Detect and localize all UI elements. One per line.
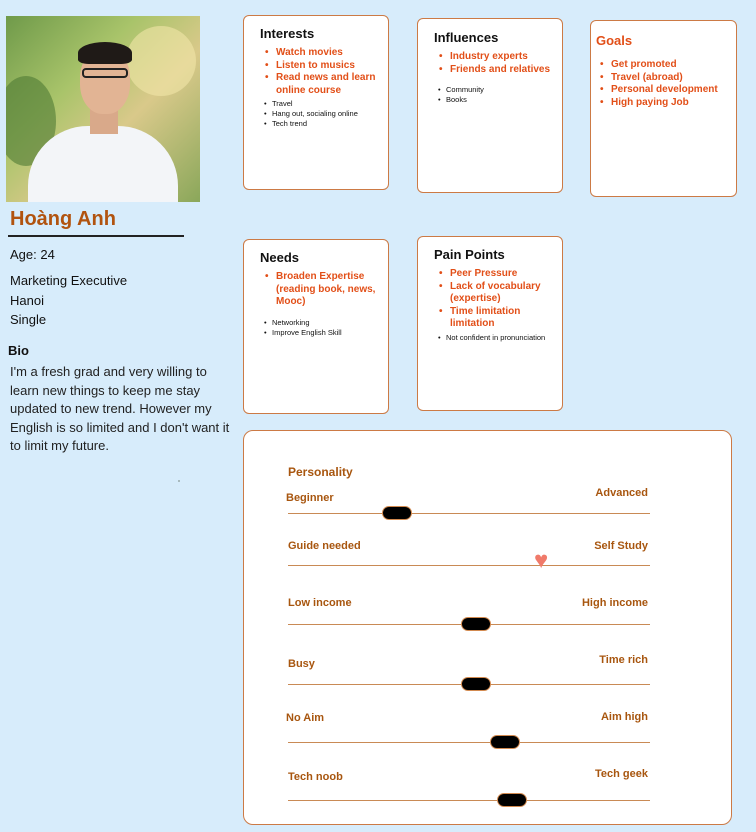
profile-name: Hoàng Anh (10, 208, 116, 230)
list-item: • Books (436, 95, 562, 105)
list-item: • Improve English Skill (262, 328, 388, 338)
influences-title: Influences (434, 30, 499, 45)
list-item: • Lack of vocabulary (expertise) (436, 281, 560, 306)
list-item: • Hang out, socialing online (262, 109, 388, 119)
slider-track[interactable] (288, 513, 650, 514)
list-item: • Get promoted (597, 59, 735, 72)
bio-heading: Bio (8, 343, 29, 358)
list-item: • Industry experts (436, 51, 564, 64)
list-item: • High paying Job (597, 97, 735, 110)
goals-title: Goals (596, 33, 633, 48)
slider-knob[interactable] (461, 617, 491, 631)
slider-knob[interactable] (382, 506, 412, 520)
list-item: • Broaden Expertise (reading book, news, Mooc) (262, 271, 386, 309)
list-item: • Read news and learn online course (262, 72, 388, 97)
slider-right-label: High income (581, 597, 648, 609)
heart-icon[interactable]: ♥ (534, 547, 549, 574)
slider-knob[interactable] (461, 677, 491, 691)
slider-left-label: Low income (288, 597, 352, 609)
list-item: • Tech trend (262, 119, 388, 129)
goals-card (590, 20, 737, 197)
profile-age: Age: 24 (10, 247, 55, 262)
slider-track[interactable] (288, 800, 650, 801)
pain-points-title: Pain Points (434, 247, 505, 262)
list-item: • Listen to musics (262, 60, 388, 73)
influences-card (417, 18, 563, 193)
profile-city: Hanoi (10, 293, 44, 308)
needs-title: Needs (260, 250, 300, 265)
slider-track[interactable] (288, 565, 650, 566)
list-item: • Travel (262, 99, 388, 109)
list-item: • Personal development (597, 84, 735, 97)
profile-status: Single (10, 312, 47, 327)
list-item: • Peer Pressure (436, 268, 560, 281)
interests-title: Interests (260, 26, 315, 41)
slider-knob[interactable] (497, 793, 527, 807)
slider-track[interactable] (288, 742, 650, 743)
slider-left-label: Guide needed (288, 540, 361, 552)
profile-job: Marketing Executive (10, 273, 128, 288)
interests-card (243, 15, 389, 190)
bio-text: I'm a fresh grad and very willing to learn new things to keep me stay updated to new trend. However my English is so limited and I don't want it to limit my future. (10, 364, 230, 453)
slider-right-label: Time rich (599, 654, 648, 666)
list-item: • Community (436, 85, 562, 95)
slider-right-label: Aim high (600, 711, 648, 723)
list-item: • Travel (abroad) (597, 72, 735, 85)
slider-left-label: Beginner (286, 492, 334, 504)
stray-dot (178, 480, 180, 482)
name-underline (8, 235, 184, 237)
slider-left-label: Busy (288, 658, 315, 670)
list-item: • Not confident in pronunciation (436, 333, 564, 343)
slider-left-label: No Aim (286, 712, 325, 724)
slider-knob[interactable] (490, 735, 520, 749)
pain-points-card (417, 236, 563, 411)
list-item: • Networking (262, 318, 388, 328)
list-item: • Watch movies (262, 47, 388, 60)
list-item: • Friends and relatives (436, 64, 564, 77)
slider-left-label: Tech noob (288, 771, 343, 783)
slider-right-label: Advanced (595, 487, 648, 499)
slider-right-label: Self Study (594, 540, 648, 552)
personality-title: Personality (288, 465, 353, 479)
personality-card (243, 430, 732, 825)
slider-right-label: Tech geek (595, 768, 648, 780)
list-item: • Time limitation limitation (436, 306, 560, 331)
profile-photo (6, 16, 200, 202)
needs-card (243, 239, 389, 414)
